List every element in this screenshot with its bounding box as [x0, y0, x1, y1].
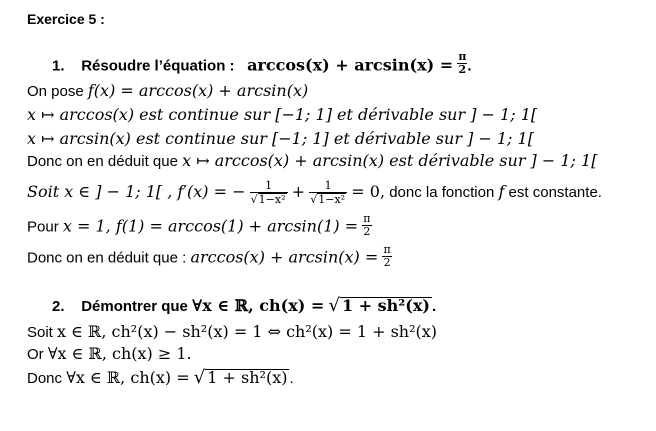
fraction-denominator	[250, 193, 288, 206]
line-text: Donc	[27, 370, 67, 387]
fraction-denominator: 2	[458, 63, 467, 77]
line-evaluate-at-1	[27, 212, 372, 240]
line-ch-sh-identity	[27, 324, 437, 340]
line-conclusion-2	[27, 369, 294, 387]
fraction-numerator: 1	[250, 180, 288, 193]
exercise-title: Exercice 5 :	[27, 11, 105, 27]
sqrt-sign: √	[193, 367, 206, 388]
fraction-denominator: 2	[383, 256, 391, 270]
sqrt-sign: √	[310, 193, 318, 207]
sqrt-sign: √	[328, 295, 340, 316]
line-math: x ↦ arccos(x) + arcsin(x) est dérivable sur ] − 1; 1[	[182, 151, 598, 170]
line-text: Soit	[27, 324, 58, 341]
question-1-equation: arccos(x) + arcsin(x) =	[247, 55, 454, 75]
fraction-numerator: π	[458, 50, 467, 63]
line-period: .	[289, 370, 294, 387]
sqrt-content: 1−x²	[258, 193, 286, 207]
line-text: est constante.	[504, 184, 602, 202]
line-math: ∀x ∈ ℝ, ch(x) =	[66, 368, 190, 387]
line-text: On pose	[27, 83, 88, 100]
line-text: donc la fonction	[385, 184, 499, 202]
fraction-numerator: 1	[309, 180, 347, 193]
question-1-heading	[52, 50, 472, 79]
line-math: = 0,	[351, 182, 386, 202]
line-math: x = 1, f(1) = arccos(1) + arcsin(1) =	[62, 216, 359, 236]
question-2-number: 2.	[52, 298, 65, 315]
sqrt-content: 1 + sh²(x)	[207, 368, 288, 387]
pi-over-2-fraction	[362, 213, 371, 238]
line-conclusion-1	[27, 243, 392, 271]
question-2-heading	[52, 297, 436, 315]
line-math: Soit x ∈ ] − 1; 1[ , f′(x) = −	[27, 182, 246, 202]
fraction-numerator: π	[363, 212, 371, 225]
line-text: Donc on en déduit que	[27, 153, 183, 170]
question-2-math: ∀x ∈ ℝ, ch(x) =	[192, 296, 325, 315]
question-1-fraction	[457, 51, 467, 76]
line-math: x ∈ ℝ, ch²(x) − sh²(x) = 1 ⇔ ch²(x) = 1 + sh²(x)	[57, 322, 438, 341]
line-ch-positive	[27, 346, 192, 362]
plus-sign: +	[291, 182, 306, 202]
line-text: Pour	[27, 218, 63, 236]
line-derivative	[27, 180, 602, 206]
sqrt-sign: √	[250, 193, 258, 207]
fraction-denominator: 2	[363, 225, 371, 239]
line-deduce-derivable	[27, 153, 597, 169]
question-1-period: .	[467, 57, 472, 75]
line-text: Donc on en déduit que :	[27, 249, 191, 267]
derivative-fraction-1	[250, 180, 288, 206]
line-arccos-continuity: x ↦ arccos(x) est continue sur [−1; 1] et dérivable sur ] − 1; 1[	[27, 105, 538, 124]
line-define-f	[27, 83, 308, 99]
function-symbol: f	[498, 182, 505, 202]
sqrt-content: 1−x²	[318, 193, 346, 207]
line-math: f(x) = arccos(x) + arcsin(x)	[87, 81, 309, 100]
line-arcsin-continuity: x ↦ arcsin(x) est continue sur [−1; 1] et dérivable sur ] − 1; 1[	[27, 129, 534, 148]
question-2-text: Démontrer que	[81, 298, 193, 315]
line-math: arccos(x) + arcsin(x) =	[190, 247, 379, 267]
derivative-fraction-2	[309, 180, 347, 206]
question-1-number: 1.	[52, 57, 65, 75]
question-2-period: .	[431, 298, 437, 315]
question-1-text: Résoudre l’équation :	[81, 57, 235, 75]
fraction-denominator	[309, 193, 347, 206]
line-text: Or	[27, 346, 48, 363]
fraction-numerator: π	[383, 243, 391, 256]
pi-over-2-fraction	[382, 244, 391, 269]
line-math: ∀x ∈ ℝ, ch(x) ≥ 1.	[47, 344, 192, 363]
sqrt-content: 1 + sh²(x)	[341, 296, 430, 315]
